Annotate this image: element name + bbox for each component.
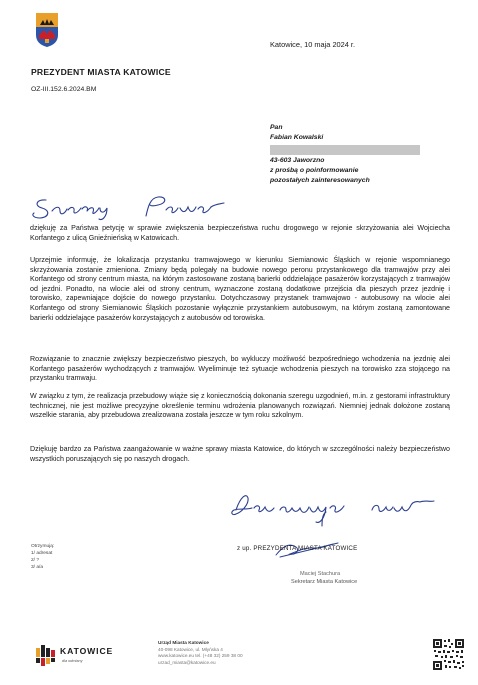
paragraph-4: W związku z tym, że realizacja przebudowy wiąże się z koniecznością dokonania szeregu uzgodnień, m.in. z gestorami infrastruktury technicznej, nie jest możliwe precyzyjne określenie terminu wdrożenia planowanych rozwiązań. Niemniej jednak dołożone zostaną wszelkie starania, aby przebudowa zrealizowana została jeszcze w tym roku szkolnym. <box>30 392 450 420</box>
letter-date: Katowice, 10 maja 2024 r. <box>270 40 356 49</box>
logo-wordmark: KATOWICE <box>60 646 114 656</box>
recipient-address <box>270 123 420 186</box>
redacted-street <box>270 145 420 155</box>
footer-email: urzad_miasta@katowice.eu <box>158 659 216 665</box>
distribution-item: 3/ a/a <box>31 565 44 570</box>
recipient-note-line1: z prośbą o poinformowanie <box>270 166 359 174</box>
reference-number: OZ-III.152.6.2024.BM <box>31 86 97 93</box>
on-behalf-line: z up. PREZYDENTA MIASTA KATOWICE <box>237 545 358 552</box>
distribution-label: Otrzymują: <box>31 544 55 549</box>
footer-address: 40-098 Katowice, ul. Młyńska 4 <box>158 646 223 652</box>
signer-name: Maciej Stachura <box>300 571 341 577</box>
recipient-note-line2: pozostałych zainteresowanych <box>270 177 370 185</box>
distribution-item: 1/ adresat <box>31 551 53 556</box>
distribution-item: 2/ ? <box>31 558 40 563</box>
recipient-honorific: Pan <box>270 124 283 131</box>
qr-code-icon <box>432 638 465 671</box>
logo-tagline: dla odmiany <box>62 659 83 663</box>
handwritten-closing <box>222 488 452 528</box>
paragraph-2: Uprzejmie informuję, że lokalizacja przystanku tramwajowego w kierunku Siemianowic Śląskich w rejonie wspomnianego skrzyżowania zostanie zmieniona. Zmiany będą polegały na budowie nowego peronu przystankowego dla tramwajów przy alei Korfantego od strony centrum miasta, na którym zastosowane zostaną barierki oddzielające pasażerów korzystających z tramwajów od jezdni. Ponadto, na wlocie alei od strony centrum, wyznaczone zostaną dodatkowe przejścia dla pieszych przez jezdnię i torowisko, zapewniające dojście do nowego przystanku. Dotychczasowy przystanek tramwajowo - autobusowy na wlocie alei Korfantego od strony Siemianowic Śląskich pozostanie wyłącznie przystankiem autobusowym, na którym zostaną zamontowane barierki oddzielające pasażerów korzystających z autobusów od torowiska. <box>30 256 450 322</box>
issuer-title: PREZYDENT MIASTA KATOWICE <box>31 67 171 77</box>
footer-contact <box>158 640 243 666</box>
paragraph-3: Rozwiązanie to znacznie zwiększy bezpieczeństwo pieszych, bo wykluczy możliwość bezpośredniego wchodzenia na jezdnię alei Korfantego pasażerów wychodzących z tramwajów. Wyeliminuje też sytuacje wchodzenia pieszych na torowisko zza stojącego na przystanku tramwaju. <box>30 355 450 383</box>
katowice-logo-icon <box>34 644 58 668</box>
recipient-name: Fabian Kowalski <box>270 134 324 142</box>
city-crest-icon <box>36 13 58 47</box>
recipient-city: 43-603 Jaworzno <box>270 156 325 164</box>
footer-office-name: Urząd Miasta Katowice <box>158 640 209 645</box>
signer-role: Sekretarz Miasta Katowice <box>291 579 358 585</box>
paragraph-1: dziękuję za Państwa petycję w sprawie zwiększenia bezpieczeństwa ruchu drogowego w rejonie skrzyżowania alei Wojciecha Korfantego z ulicą Gnieźnieńską w Katowicach. <box>30 224 450 242</box>
distribution-list <box>31 543 54 571</box>
handwritten-salutation <box>30 190 230 222</box>
footer-phone-web: www.katowice.eu tel. (+48 32) 259 38 00 <box>158 653 243 659</box>
paragraph-5: Dziękuję bardzo za Państwa zaangażowanie w ważne sprawy miasta Katowice, do których w szczególności należy bezpieczeństwo wszystkich poruszających się po naszych drogach. <box>30 445 450 463</box>
